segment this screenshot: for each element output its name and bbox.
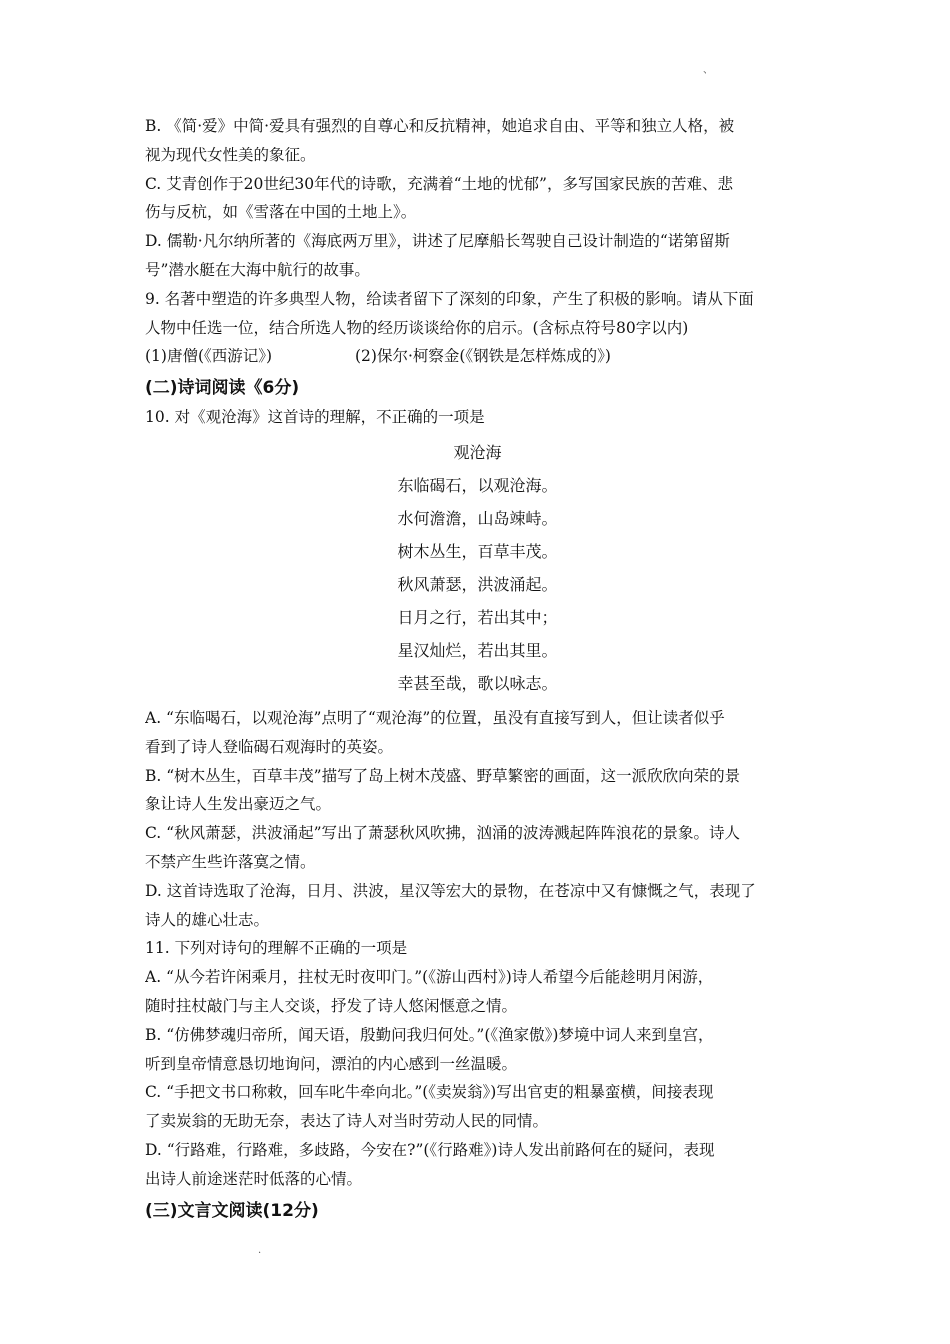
q10-option-d-line-1: D. 这首诗选取了沧海，日月、洪波，星汉等宏大的景物，在苍凉中又有慷慨之气，表现了 xyxy=(145,881,756,900)
q8-option-d-line-2: 号”潜水艇在大海中航行的故事。 xyxy=(145,260,370,279)
q10-option-a xyxy=(145,704,810,762)
question-10 xyxy=(145,403,810,934)
q9-stem-line-2: 人物中任选一位，结合所选人物的经历谈谈给你的启示。(含标点符号80字以内) xyxy=(145,318,689,337)
poem-line-4: 秋风萧瑟，洪波涌起。 xyxy=(397,574,558,594)
q10-stem: 10. 对《观沧海》这首诗的理解，不正确的一项是 xyxy=(145,408,485,427)
q11-option-d-line-2: 出诗人前途迷茫时低落的心情。 xyxy=(145,1169,363,1188)
scan-mark-bottom: . xyxy=(258,1245,262,1256)
q8-option-c xyxy=(145,170,810,228)
q11-option-d-line-1: D. “行路难，行路难，多歧路，今安在?”(《行路难》)诗人发出前路何在的疑问，表现 xyxy=(145,1140,715,1159)
q10-option-c-line-2: 不禁产生些许落寞之情。 xyxy=(145,852,316,871)
q11-option-b-line-2: 听到皇帝情意恳切地询问，漂泊的内心感到一丝温暖。 xyxy=(145,1054,518,1073)
q10-option-a-line-2: 看到了诗人登临碣石观海时的英姿。 xyxy=(145,737,394,756)
q11-option-c-line-2: 了卖炭翁的无助无奈，表达了诗人对当时劳动人民的同情。 xyxy=(145,1112,549,1131)
section-2-title: (二)诗词阅读《6分) xyxy=(145,378,300,399)
q10-option-d xyxy=(145,877,810,935)
q9-option-1: (1)唐僧(《西游记》) xyxy=(145,347,273,366)
poem-title: 观沧海 xyxy=(453,442,502,462)
q11-option-b-line-1: B. “仿佛梦魂归帝所，闻天语，殷勤问我归何处。”(《渔家傲》)梦境中词人来到皇宫， xyxy=(145,1025,714,1044)
q10-option-b-line-1: B. “树木丛生，百草丰茂”描写了岛上树木茂盛、野草繁密的画面，这一派欣欣向荣的景 xyxy=(145,766,741,785)
q8-option-d-line-1: D. 儒勒·凡尔纳所著的《海底两万里》，讲述了尼摩船长驾驶自己设计制造的“诺第留斯 xyxy=(145,232,730,251)
scan-mark-top: 、 xyxy=(703,65,713,76)
q11-option-c-line-1: C. “手把文书口称敕，回车叱牛牵向北。”(《卖炭翁》)写出官吏的粗暴蛮横，间接表现 xyxy=(145,1083,714,1102)
question-9 xyxy=(145,285,810,371)
question-11 xyxy=(145,934,810,1193)
q11-option-b xyxy=(145,1021,810,1079)
q11-option-a xyxy=(145,963,810,1021)
poem-line-7: 幸甚至哉，歌以咏志。 xyxy=(397,673,558,693)
q11-option-d xyxy=(145,1136,810,1194)
q9-character-options xyxy=(145,342,810,371)
q10-option-a-line-1: A. “东临喝石，以观沧海”点明了“观沧海”的位置，虽没有直接写到人，但让读者似乎 xyxy=(145,708,725,727)
q11-option-c xyxy=(145,1078,810,1136)
q11-option-a-line-1: A. “从今若许闲乘月，拄杖无时夜叩门。”(《游山西村》)诗人希望今后能趁明月闲游， xyxy=(145,968,714,987)
q9-option-2: (2)保尔·柯察金(《钢铁是怎样炼成的》) xyxy=(355,347,611,366)
q8-option-d xyxy=(145,227,810,285)
q10-option-c xyxy=(145,819,810,877)
q10-option-d-line-2: 诗人的雄心壮志。 xyxy=(145,910,270,929)
q10-option-c-line-1: C. “秋风萧瑟，洪波涌起”写出了萧瑟秋风吹拂，汹涌的波涛溅起阵阵浪花的景象。诗人 xyxy=(145,824,741,843)
section-3-title: (三)文言文阅读(12分) xyxy=(145,1200,319,1221)
q8-option-b-line-2: 视为现代女性美的象征。 xyxy=(145,145,316,164)
q8-option-b-line-1: B. 《简·爱》中简·爱具有强烈的自尊心和反抗精神，她追求自由、平等和独立人格，被 xyxy=(145,117,735,135)
q8-option-b xyxy=(145,112,810,170)
q11-option-a-line-2: 随时拄杖敲门与主人交谈，抒发了诗人悠闲惬意之情。 xyxy=(145,996,518,1015)
q10-option-b xyxy=(145,762,810,820)
page-content xyxy=(145,112,810,1226)
q9-stem-line-1: 9. 名著中塑造的许多典型人物，给读者留下了深刻的印象，产生了积极的影响。请从下面 xyxy=(145,289,754,308)
q8-option-c-line-1: C. 艾青创作于20世纪30年代的诗歌，充满着“土地的忧郁”，多写国家民族的苦难、悲 xyxy=(145,174,733,193)
q10-option-b-line-2: 象让诗人生发出豪迈之气。 xyxy=(145,795,332,814)
q8-option-c-line-2: 伤与反杭，如《雪落在中国的土地上》。 xyxy=(145,203,417,222)
poem-line-6: 星汉灿烂，若出其里。 xyxy=(397,640,558,660)
q11-stem: 11. 下列对诗句的理解不正确的一项是 xyxy=(145,939,408,958)
poem-guan-cang-hai xyxy=(145,436,810,700)
poem-line-5: 日月之行，若出其中； xyxy=(397,607,558,627)
poem-line-2: 水何澹澹，山岛竦峙。 xyxy=(397,508,558,528)
poem-line-3: 树木丛生，百草丰茂。 xyxy=(397,541,558,561)
poem-line-1: 东临碣石，以观沧海。 xyxy=(397,475,558,495)
